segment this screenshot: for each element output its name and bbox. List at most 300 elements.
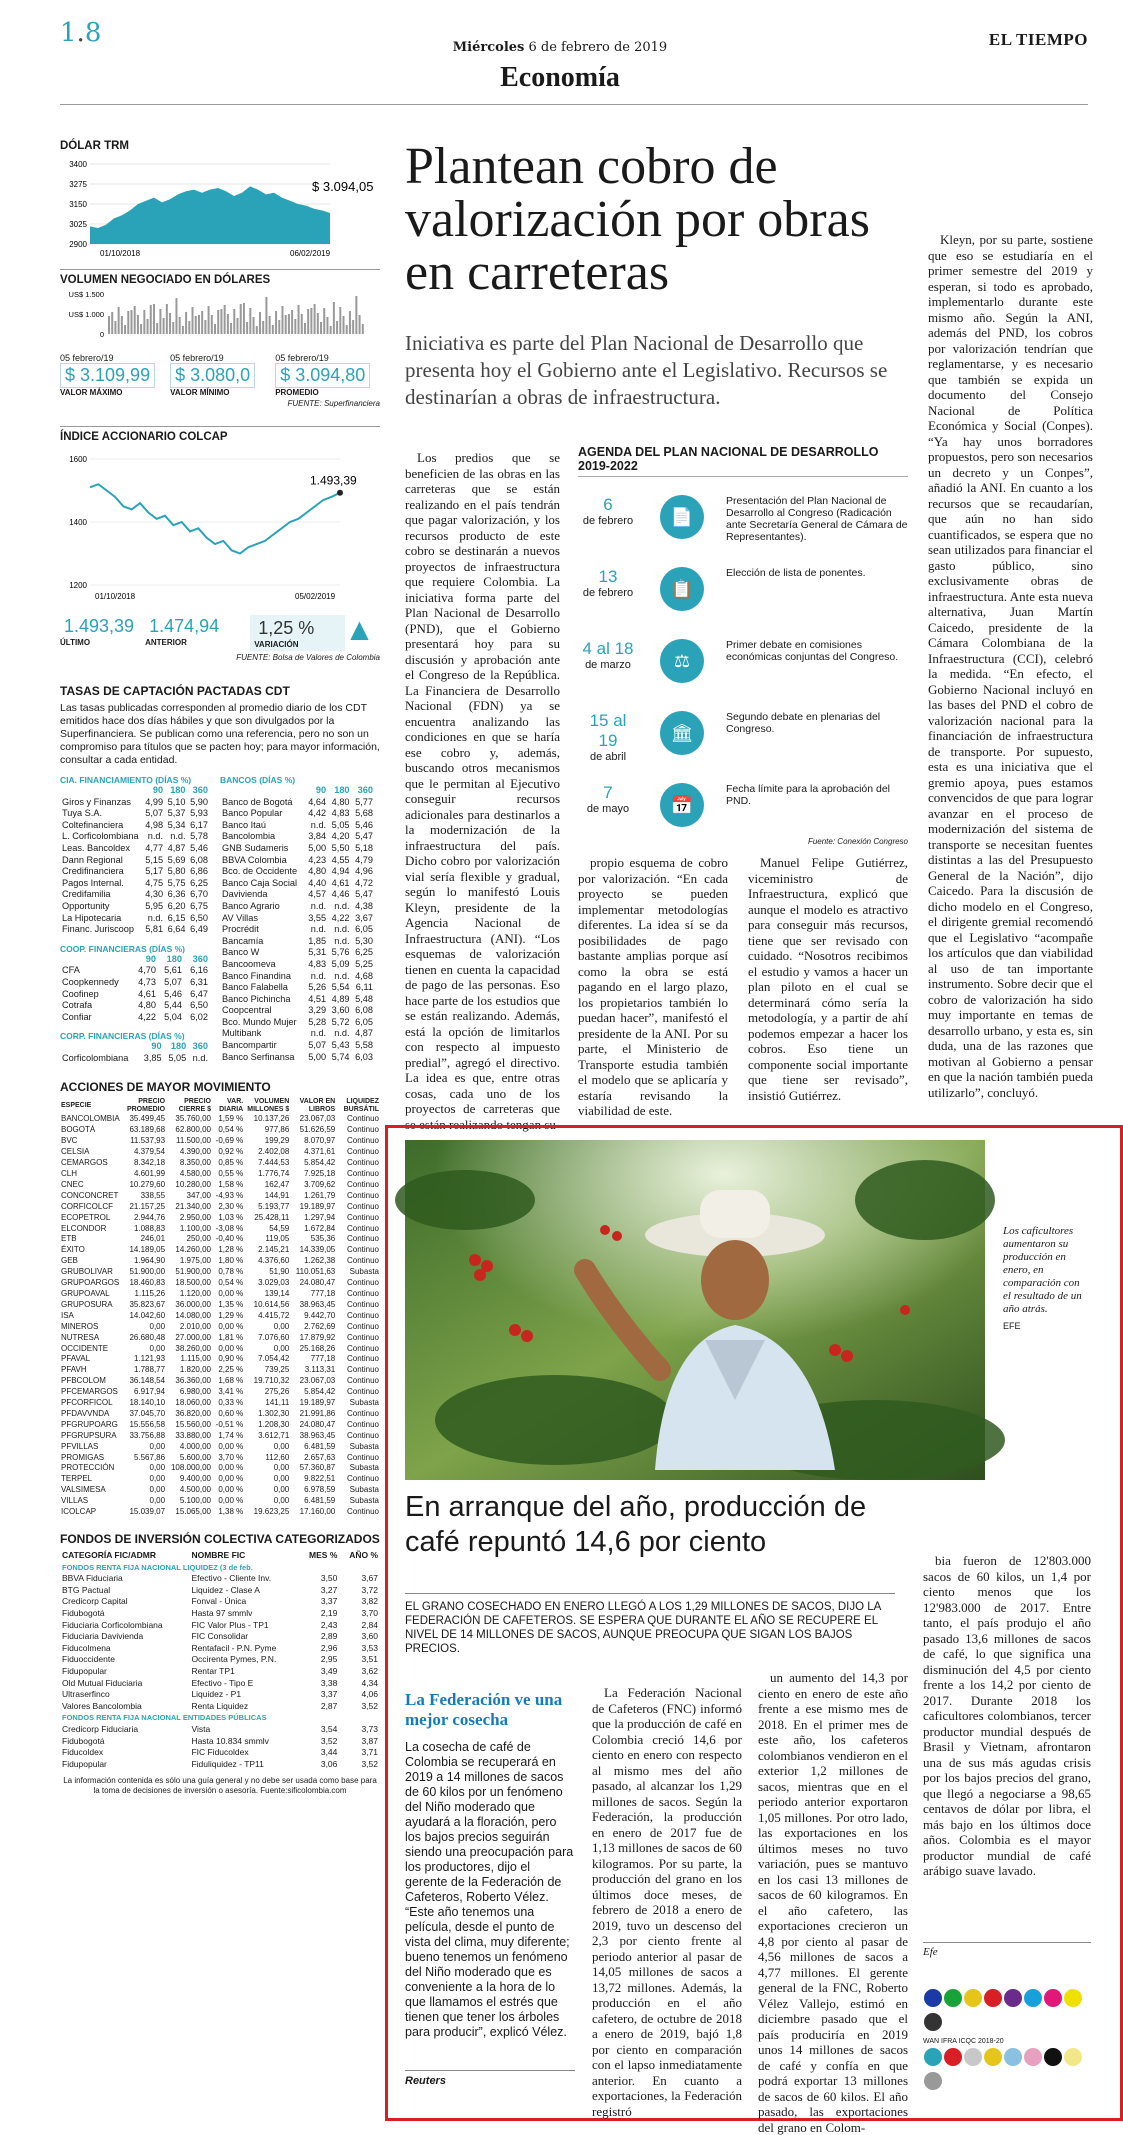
table-cell: Fidupopular [62, 1665, 107, 1676]
table-cell: 5,90 [190, 796, 208, 807]
story2-col2: un aumento del 14,3 por ciento en enero de este año frente a ese mismo mes de 2018. En el primer mes de este año, los cafeteros colombianos vendieron en el exterior 1,2 millones de sacos, mientras que en el periodo anterior exportaron 1,05 millones. Por otro lado, las exportaciones en los últimos meses no tuvo variación, pues se mantuvo en los casi 13 millones de sacos de 60 kilogramos. En el año cafetero, las exportaciones crecieron un 4,8 por ciento al pasar de 4,56 millones de sacos a 4,77 millones. El gerente general de la FNC, Roberto Vélez Vallejo, estimó en diciembre pasado que el país produciría en 2019 unos 14 millones de sacos de café y confía en que podrá exportar 13 millones de sacos de 60 kilos. El año pasado, las exportaciones del grano en Colom- [758, 1670, 908, 2135]
table-row [60, 1596, 380, 1608]
table-cell: 0,00 [273, 1474, 290, 1484]
table-cell: 7.925,18 [304, 1169, 336, 1178]
table-cell: 0,00 [273, 1343, 290, 1353]
table-cell: Coofinep [62, 988, 99, 999]
color-swatch [1004, 1989, 1022, 2007]
volume-bar [211, 315, 213, 334]
table-cell: 5,04 [164, 1011, 182, 1022]
agenda-text: Fecha límite para la aprobación del PND. [726, 783, 891, 807]
table-cell: ÉXITO [61, 1245, 85, 1255]
volume-bar [166, 304, 168, 334]
table-cell: 2,96 [320, 1642, 338, 1653]
table-row [60, 820, 210, 832]
table-cell: 275,26 [264, 1387, 290, 1397]
category-row [60, 1712, 380, 1724]
table-cell: 5,43 [331, 1040, 350, 1051]
colcap-source: FUENTE: Bolsa de Valores de Colombia [236, 653, 380, 662]
table-row [60, 889, 210, 901]
y-tick-label: 2900 [69, 240, 87, 249]
table-cell: 739,25 [264, 1365, 290, 1375]
table-row [220, 797, 375, 809]
table-row [60, 1496, 380, 1507]
table-cell: 0,00 % [218, 1485, 244, 1495]
stat-avg: 05 febrero/19 $ 3.094,80 PROMEDIO [275, 353, 375, 397]
table-cell: 5,68 [355, 808, 373, 819]
table-cell: 10.137,26 [253, 1114, 290, 1124]
table-cell: 3,52 [361, 1758, 378, 1769]
table-cell: 4,57 [308, 889, 327, 900]
table-cell: 1,35 % [218, 1299, 244, 1309]
table-cell: Banco Serfinansa [222, 1051, 295, 1062]
volume-bar [114, 321, 116, 334]
table-cell: 9.442,70 [304, 1310, 336, 1320]
table-cell: Dann Regional [62, 854, 123, 865]
table-cell: 19.189,97 [299, 1398, 336, 1408]
volume-bar [269, 316, 271, 334]
table-cell: Continuo [346, 1354, 379, 1364]
table-row [60, 1311, 380, 1322]
table-cell: 4,68 [355, 970, 373, 981]
table-cell: 0,00 [149, 1441, 166, 1451]
table-cell: 6.980,00 [179, 1387, 211, 1397]
table-cell: 19.189,97 [299, 1201, 336, 1211]
table-cell: 1,80 % [218, 1256, 244, 1266]
volume-bar [285, 315, 287, 334]
table-cell: 2,87 [320, 1700, 338, 1711]
table-cell: 977,86 [264, 1125, 290, 1135]
table-cell: 6.481,59 [304, 1496, 336, 1506]
table-cell: Davivienda [222, 889, 268, 900]
cdt-cat-coop: COOP. FINANCIERAS (DÍAS %) [60, 943, 185, 954]
table-cell: 4,22 [331, 912, 350, 923]
table-header [60, 1041, 210, 1053]
colcap-stats [60, 615, 380, 651]
cdt-corp-table [60, 1041, 210, 1064]
volume-bar [352, 320, 354, 334]
agenda-icon: 📄 [660, 495, 704, 539]
table-cell: Coopkennedy [62, 976, 119, 987]
table-cell: Coopcentral [222, 1005, 272, 1016]
table-row [60, 1666, 380, 1678]
table-cell: 4,20 [331, 831, 350, 842]
volume-bar [220, 309, 222, 334]
volume-bar [208, 306, 210, 334]
volume-bar [185, 312, 187, 334]
fondos-table [60, 1550, 380, 1770]
cdt-cat-cia: CIA. FINANCIAMIENTO (DÍAS %) [60, 775, 192, 785]
table-cell: Banco Finandina [222, 970, 291, 981]
table-cell: 3,62 [361, 1665, 378, 1676]
column-header: 90 [145, 953, 157, 964]
table-cell: 5,18 [355, 842, 373, 853]
table-row [220, 878, 375, 890]
table-cell: 51.900,00 [129, 1267, 166, 1277]
table-cell: n.d. [310, 819, 327, 830]
agenda-text: Primer debate en comisiones económicas conjuntas del Congreso. [726, 639, 899, 663]
table-cell: 5,58 [355, 1040, 373, 1051]
table-cell: 1.261,79 [304, 1190, 336, 1200]
table-cell: Giros y Finanzas [62, 796, 131, 807]
table-row [60, 1202, 380, 1213]
table-cell: 2.657,63 [304, 1452, 336, 1462]
table-cell: n.d. [334, 900, 350, 911]
table-row [220, 936, 375, 948]
table-cell: 4,64 [308, 796, 327, 807]
table-cell: OCCIDENTE [61, 1343, 109, 1353]
story1-deck: Iniciativa es parte del Plan Nacional de Desarrollo que presenta hoy el Gobierno ante el Legislativo. Recursos se destinarían a obras de infraestructura. [405, 331, 888, 409]
stat-max: 05 febrero/19 $ 3.109,99 VALOR MÁXIMO [60, 353, 165, 397]
table-row [60, 1000, 210, 1012]
table-cell: 4,30 [145, 889, 164, 900]
table-row [60, 1125, 380, 1136]
volume-bar [240, 304, 242, 334]
table-cell: 1.121,93 [133, 1354, 166, 1364]
table-cell: BVC [61, 1136, 78, 1146]
volume-bar [291, 310, 293, 334]
table-cell: 3,38 [320, 1677, 338, 1688]
table-cell: 141,11 [265, 1398, 290, 1408]
table-cell: 9.400,00 [179, 1474, 211, 1484]
table-row [60, 1333, 380, 1344]
table-cell: 5,74 [331, 1051, 350, 1062]
column-header: VAR. DIARIA [219, 1098, 244, 1114]
table-cell: 10.280,00 [175, 1179, 211, 1189]
table-cell: 5,17 [145, 866, 164, 877]
volume-bar [230, 323, 232, 334]
market-sidebar [60, 140, 380, 1796]
agenda-item [578, 639, 908, 699]
story1-col4: Kleyn, por su parte, sostiene que eso se estudiaría en el primer semestre del 2019 y esperan, si todo es aprobado, implementarlo durante este mismo año. Según la ANI, además del PND, los cobros por valorización tendrían que reglamentarse, y es necesario que también se expida un documento del Consejo Nacional de Política Económica y Social (Conpes). “Ya hay unos borradores propuestos, pero son necesarios un decreto y un Conpes”, añadió la ANI. En cuanto a los recursos que se recaudarían, que aún no han sido cuantificados, se espera que no sean utilizados para financiar el gasto público, sino exclusivamente obras de infraestructura. Ante esta nueva alternativa, Juan Martín Caicedo, presidente de la Cámara Colombiana de la Infraestructura (CCI), celebró la medida. “En efecto, el Gobierno Nacional incluyó en las bases del PND el cobro de valorización nacional para la financiación de infraestructura de transporte. Por supuesto, esta es una iniciativa que el gremio apoya, pues estamos convencidos de que para lograr avanzar en el proceso de modernización del sistema de transporte se necesitan fuentes distintas a las del Presupuesto General de la Nación”, dijo Caicedo. Para la discusión de dicho modelo en el Congreso, el dirigente gremial recomendó que el Legislativo “acompañe los artículos que dan viabilidad al uso de tan importante instrumento. Sobre decir que el cobro de valorización ha sido muy importante en temas de desarrollo urbano, y esta es, sin duda, una de las razones que motivan al Gobierno a pensar en que la nación también pueda utilizarlo”, concluyó. [928, 232, 1093, 1100]
table-cell: FONDOS RENTA FIJA NACIONAL LIQUIDEZ (3 de feb. [62, 1562, 253, 1572]
table-cell: 7.444,53 [258, 1158, 290, 1168]
table-cell: BBVA Fiduciaria [62, 1573, 123, 1584]
table-cell: 38.963,45 [299, 1430, 336, 1440]
table-cell: VALSIMESA [61, 1485, 106, 1495]
agenda-date: 4 al 18 de marzo [582, 639, 634, 671]
table-cell: n.d. [310, 1028, 327, 1039]
volume-bar [137, 315, 139, 334]
x-tick-label: 06/02/2019 [290, 249, 331, 258]
table-cell: 4,83 [308, 958, 327, 969]
volume-bar [359, 315, 361, 334]
table-cell: Financ. Juriscoop [62, 924, 135, 935]
table-cell: 5,93 [190, 808, 208, 819]
table-row [60, 924, 210, 936]
table-cell: Liquidez - P1 [191, 1689, 242, 1700]
table-cell: 6,05 [355, 1016, 373, 1027]
volume-bar [182, 326, 184, 334]
volume-bar [304, 323, 306, 334]
y-tick-label: 3275 [69, 180, 87, 189]
volume-bar [237, 318, 239, 334]
table-cell: 14.260,00 [175, 1245, 211, 1255]
table-row [60, 1169, 380, 1180]
volume-bar [130, 310, 132, 334]
table-cell: Old Mutual Fiduciaria [62, 1677, 143, 1688]
volume-bar [204, 320, 206, 334]
table-cell: CORFICOLCF [61, 1201, 113, 1211]
volume-bar [246, 322, 248, 334]
y-tick-label: US$ 1.500 [68, 290, 104, 299]
table-cell: 4,72 [355, 877, 373, 888]
volume-bar [153, 304, 155, 334]
volume-bar [192, 307, 194, 334]
table-cell: PFBCOLOM [61, 1376, 106, 1386]
table-cell: 3,51 [361, 1654, 378, 1665]
table-cell: 5,72 [331, 1016, 350, 1027]
table-row [60, 797, 210, 809]
dolar-area [90, 186, 330, 244]
table-cell: Efectivo - Tipo E [191, 1677, 254, 1688]
dolar-stats [60, 353, 380, 397]
table-cell: 0,00 [149, 1321, 166, 1331]
table-cell: 51.900,00 [175, 1267, 211, 1277]
table-row [60, 1409, 380, 1420]
colorbar-label: WAN IFRA ICQC 2018-20 [923, 2038, 1004, 2045]
table-cell: CNEC [61, 1179, 84, 1189]
table-row [60, 1245, 380, 1256]
table-cell: n.d. [334, 935, 350, 946]
table-cell: GNB Sudameris [222, 842, 289, 853]
table-cell: 23.067,03 [299, 1114, 336, 1124]
table-cell: PFVILLAS [61, 1441, 99, 1451]
table-row [60, 1485, 380, 1496]
table-cell: 6,03 [355, 1051, 373, 1062]
table-cell: GRUPOAVAL [61, 1288, 110, 1298]
table-row [220, 971, 375, 983]
volume-bar [298, 305, 300, 334]
table-cell: 1.088,83 [133, 1223, 166, 1233]
table-row [60, 1463, 380, 1474]
table-row [60, 1747, 380, 1759]
table-cell: 63.189,68 [129, 1125, 166, 1135]
table-cell: 14.080,00 [175, 1310, 211, 1320]
table-cell: 1.297,94 [304, 1212, 336, 1222]
table-cell: GRUPOARGOS [61, 1278, 120, 1288]
category-row [60, 1562, 380, 1574]
table-row [60, 1053, 210, 1065]
color-swatch [1044, 2048, 1062, 2066]
table-cell: 3,44 [320, 1747, 338, 1758]
story2-headline: En arranque del año, producción de café repuntó 14,6 por ciento [405, 1491, 867, 1558]
table-cell: 338,55 [140, 1190, 166, 1200]
table-cell: 3,29 [308, 1005, 327, 1016]
table-cell: La Hipotecaria [62, 912, 122, 923]
table-cell: 3.709,62 [304, 1179, 336, 1189]
table-cell: Banco Agrario [222, 900, 280, 911]
table-cell: 4,55 [331, 854, 350, 865]
table-cell: 4.371,61 [304, 1147, 336, 1157]
color-swatch [944, 1989, 962, 2007]
table-cell: 108.000,00 [170, 1463, 211, 1473]
color-swatch [924, 1989, 942, 2007]
table-cell: 2.762,69 [304, 1321, 336, 1331]
story2-sidebar-body: La cosecha de café de Colombia se recuperará en 2019 a 14 millones de sacos de 60 kilos por un fenómeno del Niño moderado que ayudará a la floración, pero los bajos precios seguirán siendo una preocupación para los productores, dijo el gerente de la Federación de Cafeteros, Roberto Vélez. “Este año tenemos una película, desde el punto de vista del clima, muy diferente; bueno tenemos un fenómeno del Niño moderado que es conveniente a la hora de lo que llamamos el estrés que tienen que tener los árboles para producir”, explicó Vélez. [405, 1740, 574, 2039]
color-swatch [1024, 2048, 1042, 2066]
table-cell: Continuo [346, 1408, 379, 1418]
agenda-item [578, 783, 908, 843]
table-cell: n.d. [334, 1028, 350, 1039]
column-header: LIQUIDEZ BURSÁTIL [343, 1098, 379, 1114]
table-cell: Fiduoccidente [62, 1654, 115, 1665]
table-row [220, 866, 375, 878]
table-cell: 5,07 [145, 808, 164, 819]
volume-bar [169, 313, 171, 334]
volume-bar [310, 308, 312, 334]
table-cell: Continuo [346, 1321, 379, 1331]
table-cell: 14.189,05 [129, 1245, 166, 1255]
table-row [60, 1724, 380, 1736]
agenda-icon: 🏛 [660, 711, 704, 755]
table-cell: 2,43 [320, 1619, 338, 1630]
dateline: Miércoles 6 de febrero de 2019 [452, 40, 668, 55]
table-row [220, 982, 375, 994]
table-row [60, 843, 210, 855]
y-tick-label: 1400 [69, 518, 87, 527]
volume-bar [326, 317, 328, 334]
table-cell: 6.481,59 [304, 1441, 336, 1451]
volume-bar [108, 316, 110, 334]
table-cell: 246,01 [140, 1234, 166, 1244]
table-cell: 5,54 [331, 982, 350, 993]
table-row [60, 1158, 380, 1169]
volume-bar [198, 315, 200, 334]
table-cell: 3,41 % [218, 1387, 244, 1397]
table-cell: 5,95 [145, 900, 164, 911]
table-cell: 4,77 [145, 842, 164, 853]
table-cell: 250,00 [186, 1234, 211, 1244]
table-cell: 4.376,60 [258, 1256, 290, 1266]
table-cell: Fiduliquidez - TP11 [191, 1758, 264, 1769]
volume-bar [201, 311, 203, 334]
cdt-bancos-table [220, 785, 375, 1063]
table-cell: 3,06 [320, 1758, 338, 1769]
table-cell: 51,90 [269, 1267, 290, 1277]
column-header: 180 [166, 953, 182, 964]
table-cell: 3.113,31 [304, 1365, 336, 1375]
table-cell: FIC Valor Plus - TP1 [191, 1619, 269, 1630]
fondos-footnote: La información contenida es sólo una guía general y no debe ser usada como base para la toma de decisiones de inversión o asesoría. Fuente:sificolombia.com [63, 1776, 377, 1796]
table-row [60, 1376, 380, 1387]
table-cell: 5,15 [145, 854, 164, 865]
table-row [60, 1234, 380, 1245]
table-cell: Banco W [222, 947, 260, 958]
table-cell: Subasta [349, 1463, 379, 1473]
table-cell: 3,52 [320, 1735, 338, 1746]
table-cell: 0,60 % [218, 1408, 244, 1418]
table-cell: Continuo [346, 1114, 379, 1124]
table-cell: 2,25 % [218, 1365, 244, 1375]
agenda-source: Fuente: Conexión Congreso [807, 837, 908, 846]
table-cell: 5,10 [167, 796, 186, 807]
agenda-date: 6 de febrero [582, 495, 634, 527]
table-cell: 7.076,60 [258, 1332, 290, 1342]
stat-min: 05 febrero/19 $ 3.080,0 VALOR MÍNIMO [170, 353, 270, 397]
table-cell: 6,50 [190, 912, 208, 923]
table-cell: ETB [61, 1234, 77, 1244]
volume-bar [159, 309, 161, 334]
table-cell: 5,75 [167, 877, 186, 888]
table-cell: Continuo [346, 1365, 379, 1375]
table-cell: 5,09 [331, 958, 350, 969]
table-cell: ECOPETROL [61, 1212, 111, 1222]
table-row [220, 889, 375, 901]
column-header: 90 [152, 785, 164, 795]
coffee-photo-illustration [405, 1140, 985, 1480]
volume-bar [143, 310, 145, 334]
table-cell: Continuo [346, 1234, 379, 1244]
agenda-icon: 📋 [660, 567, 704, 611]
stat-ultimo: 1.493,39 ÚLTIMO [60, 616, 135, 647]
table-cell: 0,00 [273, 1463, 290, 1473]
table-cell: 4,23 [308, 854, 327, 865]
table-row [60, 1420, 380, 1431]
table-cell: 2.950,00 [179, 1212, 211, 1222]
column-header: 360 [192, 785, 208, 795]
table-cell: Credicorp Fiduciaria [62, 1723, 139, 1734]
table-cell: 777,18 [310, 1354, 336, 1364]
cdt-title: TASAS DE CAPTACIÓN PACTADAS CDT [60, 684, 290, 698]
table-cell: 10.279,60 [129, 1179, 166, 1189]
table-cell: 1.115,26 [134, 1288, 166, 1298]
table-cell: 3,85 [143, 1052, 162, 1063]
table-row [220, 820, 375, 832]
table-cell: MES % [309, 1550, 338, 1560]
up-arrow-icon: ▲ [350, 615, 369, 643]
table-cell: 1,68 % [218, 1376, 244, 1386]
table-cell: 0,55 % [218, 1169, 244, 1178]
volume-bar [172, 322, 174, 334]
table-cell: 23.067,03 [299, 1376, 336, 1386]
table-cell: Continuo [346, 1310, 379, 1320]
table-header [60, 1550, 380, 1562]
x-tick-label: 01/10/2018 [95, 592, 136, 601]
table-cell: 3,82 [361, 1596, 378, 1607]
table-cell: 6,11 [355, 982, 373, 993]
table-row [220, 855, 375, 867]
table-cell: 18.500,00 [175, 1278, 211, 1288]
colcap-chart [60, 447, 370, 607]
volume-bar [288, 314, 290, 334]
column-header: PRECIO CIERRE $ [178, 1098, 211, 1114]
table-cell: n.d. [310, 900, 327, 911]
table-cell: 17.160,00 [299, 1507, 336, 1517]
table-cell: 162,47 [264, 1179, 290, 1189]
table-cell: 5.600,00 [179, 1452, 211, 1462]
table-cell: 0,00 % [218, 1343, 244, 1353]
table-cell: 35.823,67 [129, 1299, 166, 1309]
volume-bar [233, 309, 235, 334]
masthead: EL TIEMPO [988, 30, 1088, 49]
colcap-line [90, 484, 340, 553]
table-cell: Continuo [346, 1332, 379, 1342]
volumen-title: VOLUMEN NEGOCIADO EN DÓLARES [60, 269, 380, 286]
column-header: 180 [334, 785, 350, 795]
table-cell: Continuo [346, 1419, 379, 1429]
table-row [220, 994, 375, 1006]
table-cell: 0,78 % [218, 1267, 244, 1277]
table-cell: MINEROS [61, 1321, 99, 1331]
volume-bar [317, 313, 319, 334]
table-cell: 5,81 [145, 924, 164, 935]
table-cell: 4,99 [145, 796, 164, 807]
table-cell: 4,87 [167, 842, 186, 853]
table-row [60, 1322, 380, 1333]
table-cell: 3,52 [361, 1700, 378, 1711]
story2-col3-credit: Efe [923, 1942, 1091, 1958]
